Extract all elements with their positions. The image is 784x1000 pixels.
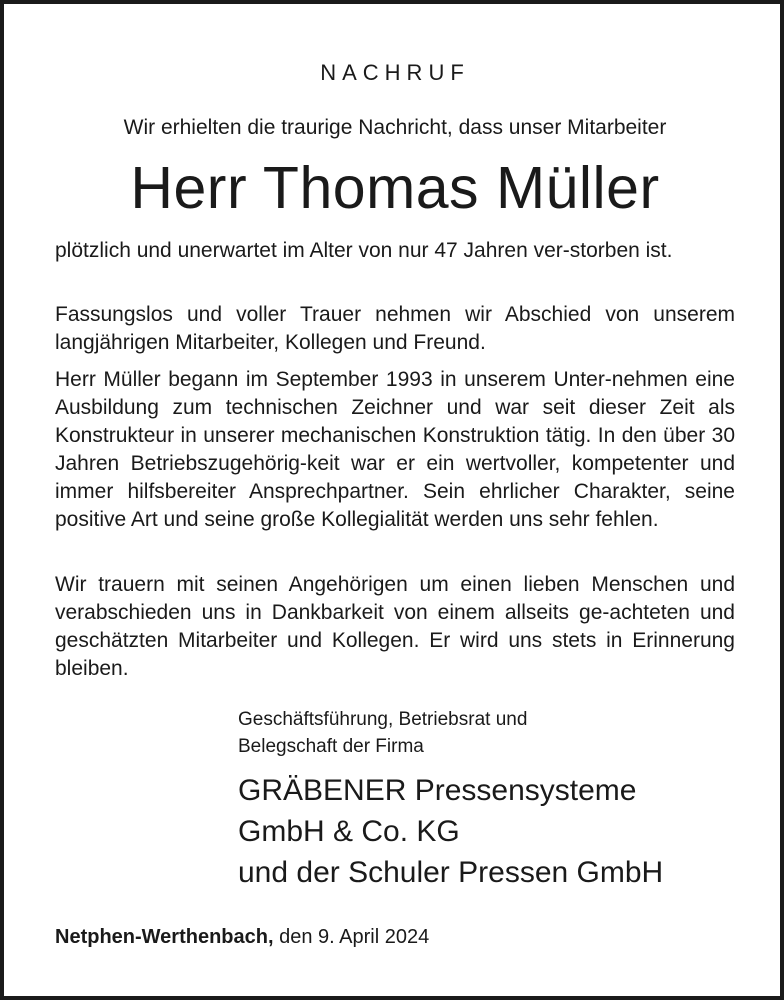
notice-heading: NACHRUF xyxy=(320,60,470,85)
paragraph-1: plötzlich und unerwartet im Alter von nur 47 Jahren ver-storben ist. xyxy=(55,239,673,262)
signature-line-1: Geschäftsführung, Betriebsrat und xyxy=(238,709,528,730)
place: Netphen-Werthenbach, xyxy=(55,926,274,948)
signature-lines xyxy=(238,706,527,760)
company-line-1: GRÄBENER Pressensysteme xyxy=(238,774,637,807)
paragraph-2: Fassungslos und voller Trauer nehmen wir Abschied von unserem langjährigen Mitarbeiter, Kollegen und Freund. xyxy=(55,303,735,354)
company-line-2: GmbH & Co. KG xyxy=(238,815,460,848)
company-line-3: und der Schuler Pressen GmbH xyxy=(238,856,664,889)
intro-text: Wir erhielten die traurige Nachricht, dass unser Mitarbeiter xyxy=(123,116,667,139)
company-names xyxy=(238,770,663,893)
deceased-name: Herr Thomas Müller xyxy=(130,155,660,221)
paragraph-4: Wir trauern mit seinen Angehörigen um einen lieben Menschen und verabschieden uns in Dankbarkeit von einem allseits ge-achteten und geschätzten Mitarbeiter und Kollegen. Er wird uns stets in Erinnerung bleiben. xyxy=(55,573,735,680)
signature-line-2: Belegschaft der Firma xyxy=(238,736,424,757)
date: den 9. April 2024 xyxy=(279,926,430,948)
paragraph-3: Herr Müller begann im September 1993 in unserem Unter-nehmen eine Ausbildung zum technischen Zeichner und war seit dieser Zeit als Konstrukteur in unserer mechanischen Konstruktion tätig. In den über 30 Jahren Betriebszugehörig-keit war er ein wertvoller, kompetenter und immer hilfsbereiter Ansprechpartner. Sein ehrlicher Charakter, seine positive Art und seine große Kollegialität werden uns sehr fehlen. xyxy=(55,368,735,531)
place-date xyxy=(55,926,735,949)
